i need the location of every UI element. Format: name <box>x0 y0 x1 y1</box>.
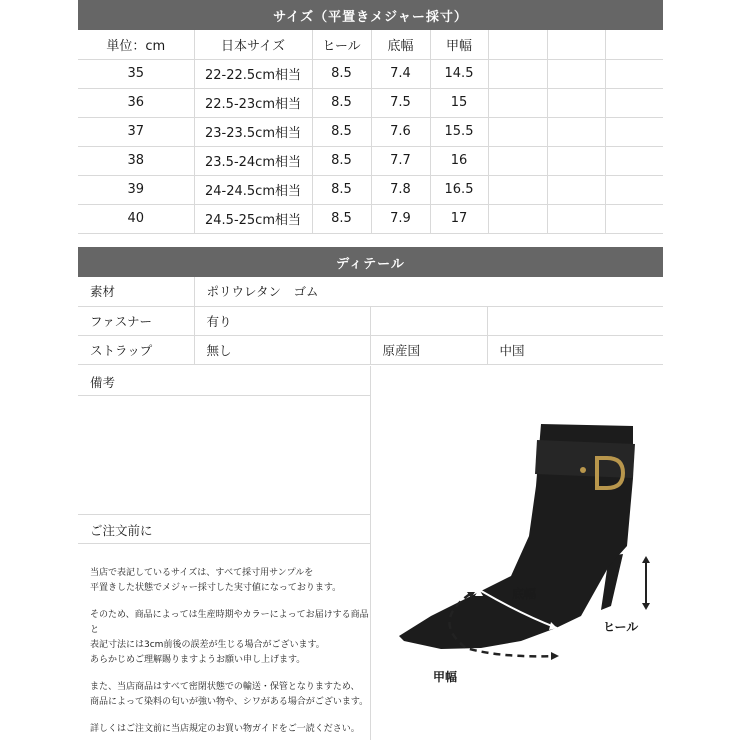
cell-empty <box>547 59 605 88</box>
size-table <box>78 30 663 234</box>
zipper-value: 有り <box>194 306 370 335</box>
header-unit: 単位：cm <box>78 30 194 59</box>
cell-empty <box>488 175 547 204</box>
cell-instep: 15.5 <box>430 117 488 146</box>
notice-text <box>90 566 370 749</box>
size-table-header-row <box>78 30 663 59</box>
cell-empty <box>488 117 547 146</box>
size-section-title: サイズ（平置きメジャー採寸） <box>273 9 468 25</box>
cell-empty <box>547 175 605 204</box>
remarks-label: 備考 <box>90 375 116 390</box>
header-sole-width: 底幅 <box>371 30 430 59</box>
cell-empty <box>488 146 547 175</box>
header-empty <box>547 30 605 59</box>
instep-label: 甲幅 <box>433 670 458 684</box>
material-label: 素材 <box>78 277 194 306</box>
origin-value: 中国 <box>487 335 663 364</box>
cell-instep: 15 <box>430 88 488 117</box>
cell-instep: 16 <box>430 146 488 175</box>
cell-size: 37 <box>78 117 194 146</box>
cell-empty <box>605 146 663 175</box>
cell-jp-size: 23.5-24cm相当 <box>194 146 312 175</box>
cell-sole-width: 7.8 <box>371 175 430 204</box>
detail-row-zipper <box>78 306 663 335</box>
cell-heel: 8.5 <box>312 59 371 88</box>
arrow-head <box>642 556 650 563</box>
detail-table <box>78 277 663 365</box>
cell-empty <box>547 204 605 233</box>
cell-instep: 16.5 <box>430 175 488 204</box>
cell-sole-width: 7.7 <box>371 146 430 175</box>
cell-empty <box>605 59 663 88</box>
cell-jp-size: 23-23.5cm相当 <box>194 117 312 146</box>
cell-size: 39 <box>78 175 194 204</box>
cell-sole-width: 7.9 <box>371 204 430 233</box>
cell-size: 38 <box>78 146 194 175</box>
cell-sole-width: 7.4 <box>371 59 430 88</box>
cell-heel: 8.5 <box>312 175 371 204</box>
zipper-label: ファスナー <box>78 306 194 335</box>
empty-cell <box>487 306 663 335</box>
table-row <box>78 204 663 233</box>
cell-heel: 8.5 <box>312 88 371 117</box>
heel-label: ヒール <box>603 620 639 634</box>
cell-empty <box>488 88 547 117</box>
header-heel: ヒール <box>312 30 371 59</box>
cell-empty <box>488 204 547 233</box>
product-spec-sheet <box>78 0 663 740</box>
divider <box>78 514 370 515</box>
header-empty <box>605 30 663 59</box>
table-row <box>78 146 663 175</box>
strap-value: 無し <box>194 335 370 364</box>
boot-strap <box>535 440 635 478</box>
divider <box>78 543 370 544</box>
divider <box>78 395 370 396</box>
sole-width-label: 底幅 <box>512 587 537 601</box>
table-row <box>78 175 663 204</box>
header-instep: 甲幅 <box>430 30 488 59</box>
origin-label: 原産国 <box>370 335 487 364</box>
cell-empty <box>488 59 547 88</box>
cell-empty <box>605 117 663 146</box>
cell-jp-size: 24-24.5cm相当 <box>194 175 312 204</box>
detail-section-title: ディテール <box>336 256 405 272</box>
arrow-head <box>551 652 559 660</box>
detail-row-strap <box>78 335 663 364</box>
cell-empty <box>605 204 663 233</box>
empty-cell <box>370 306 487 335</box>
table-row <box>78 117 663 146</box>
cell-jp-size: 22.5-23cm相当 <box>194 88 312 117</box>
cell-empty <box>547 88 605 117</box>
notice-paragraph: また、当店商品はすべて密閉状態での輸送・保管となりますため、 商品によって染料の匂いが強い物や、シワがある場合がございます。 <box>90 682 369 707</box>
detail-section-header <box>78 247 663 277</box>
cell-heel: 8.5 <box>312 146 371 175</box>
cell-size: 35 <box>78 59 194 88</box>
cell-sole-width: 7.5 <box>371 88 430 117</box>
cell-instep: 14.5 <box>430 59 488 88</box>
cell-size: 36 <box>78 88 194 117</box>
size-section-header <box>78 0 663 30</box>
table-row <box>78 88 663 117</box>
cell-instep: 17 <box>430 204 488 233</box>
material-value: ポリウレタン ゴム <box>194 277 663 306</box>
notice-paragraph: 当店で表記しているサイズは、すべて採寸用サンプルを 平置きした状態でメジャー採寸した実寸値になっております。 <box>90 568 342 593</box>
table-row <box>78 59 663 88</box>
header-empty <box>488 30 547 59</box>
cell-heel: 8.5 <box>312 117 371 146</box>
cell-empty <box>547 146 605 175</box>
cell-empty <box>547 117 605 146</box>
strap-label: ストラップ <box>78 335 194 364</box>
cell-jp-size: 22-22.5cm相当 <box>194 59 312 88</box>
header-jp-size: 日本サイズ <box>194 30 312 59</box>
cell-sole-width: 7.6 <box>371 117 430 146</box>
boot-photo <box>371 366 663 740</box>
cell-jp-size: 24.5-25cm相当 <box>194 204 312 233</box>
detail-row-material <box>78 277 663 306</box>
cell-size: 40 <box>78 204 194 233</box>
cell-empty <box>605 175 663 204</box>
cell-empty <box>605 88 663 117</box>
notice-paragraph: そのため、商品によっては生産時期やカラーによってお届けする商品と 表記寸法には3cm前後の誤差が生じる場合がございます。 あらかじめご理解賜りますようお願い申し上げます。 <box>90 610 369 665</box>
arrow-head <box>642 603 650 610</box>
notice-paragraph: 詳しくはご注文前に当店規定のお買い物ガイドをご一読ください。 <box>90 724 360 734</box>
boot-illustration <box>371 366 663 740</box>
notice-title: ご注文前に <box>90 523 153 538</box>
cell-heel: 8.5 <box>312 204 371 233</box>
